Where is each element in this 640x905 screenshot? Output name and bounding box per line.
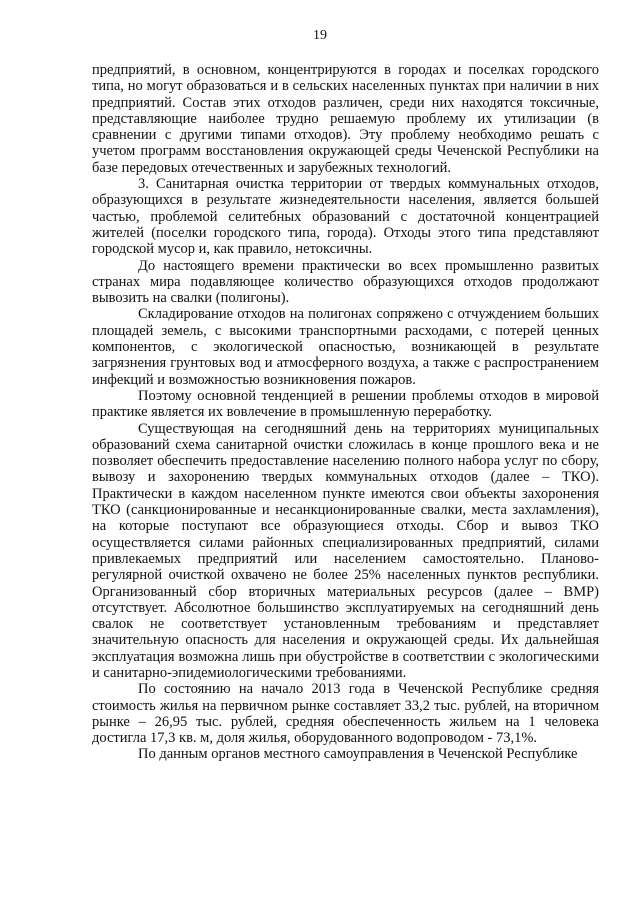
paragraph-landfill-storage: Складирование отходов на полигонах сопряжено с отчуждением больших площадей земель, с высокими транспортными расходами, с потерей ценных компонентов, с экологической опасностью, возникающей в результате загрязнения грунтовых вод и атмосферного воздуха, а также с распространением инфекций и возможностью возникновения пожаров. (92, 306, 599, 388)
paragraph-local-government: По данным органов местного самоуправления в Чеченской Республике (138, 746, 578, 763)
paragraph-housing-stats: По состоянию на начало 2013 года в Чеченской Республике средняя стоимость жилья на первичном рынке составляет 33,2 тыс. рублей, на вторичном рынке – 26,95 тыс. рублей, средняя обеспеченность жильем на 1 человека достигла 17,3 кв. м, доля жилья, оборудованного водопроводом - 73,1%. (92, 681, 599, 747)
paragraph-continuation: предприятий, в основном, концентрируются в городах и поселках городского типа, но могут образоваться и в сельских населенных пунктах при наличии в них предприятий. Состав этих отходов различен, среди них находятся токсичные, представляющие наиболее трудно решаемую проблему их утилизации (в сравнении с другими типами отходов). Эту проблему необходимо решать с учетом программ восстановления окружающей среды Чеченской Республики на базе передовых отечественных и зарубежных технологий. (92, 62, 599, 176)
paragraph-recycling-trend: Поэтому основной тенденцией в решении проблемы отходов в мировой практике является их вовлечение в промышленную переработку. (92, 387, 599, 421)
paragraph-current-scheme: Существующая на сегодняшний день на территориях муниципальных образований схема санитарной очистки сложилась в конце прошлого века и не позволяет обеспечить предоставление населению полного набора услуг по сбору, вывозу и захоронению твердых коммунальных отходов (далее – ТКО). Практически в каждом населенном пункте имеются свои объекты захоронения ТКО (санкционированные и несанкционированные свалки, места захламления), на которые поступают все образующиеся отходы. Сбор и вывоз ТКО осуществляется силами районных специализированных предприятий, силами привлекаемых предприятий или населением самостоятельно. Планово-регулярной очисткой охвачено не более 25% населенных пунктов республики. Организованный сбор вторичных материальных ресурсов (далее – ВМР) отсутствует. Абсолютное большинство эксплуатируемых на сегодняшний день свалок не соответствует установленным требованиям и представляет значительную опасность для населения и окружающей среды. Их дальнейшая эксплуатация возможна лишь при обустройстве в соответствии с экологическими и санитарно-эпидемиологическими требованиями. (92, 420, 599, 681)
page-number: 19 (313, 28, 327, 43)
paragraph-landfills: До настоящего времени практически во всех промышленно развитых странах мира подавляющее количество образующихся отходов продолжают вывозить на свалки (полигоны). (92, 257, 599, 307)
document-body (92, 62, 599, 763)
paragraph-sanitary-cleaning: 3. Санитарная очистка территории от твердых коммунальных отходов, образующихся в результате жизнедеятельности населения, является большей частью, проблемой селитебных образований с достаточной концентрацией жителей (поселки городского типа, города). Отходы этого типа представляют городской мусор и, как правило, нетоксичны. (92, 176, 599, 258)
